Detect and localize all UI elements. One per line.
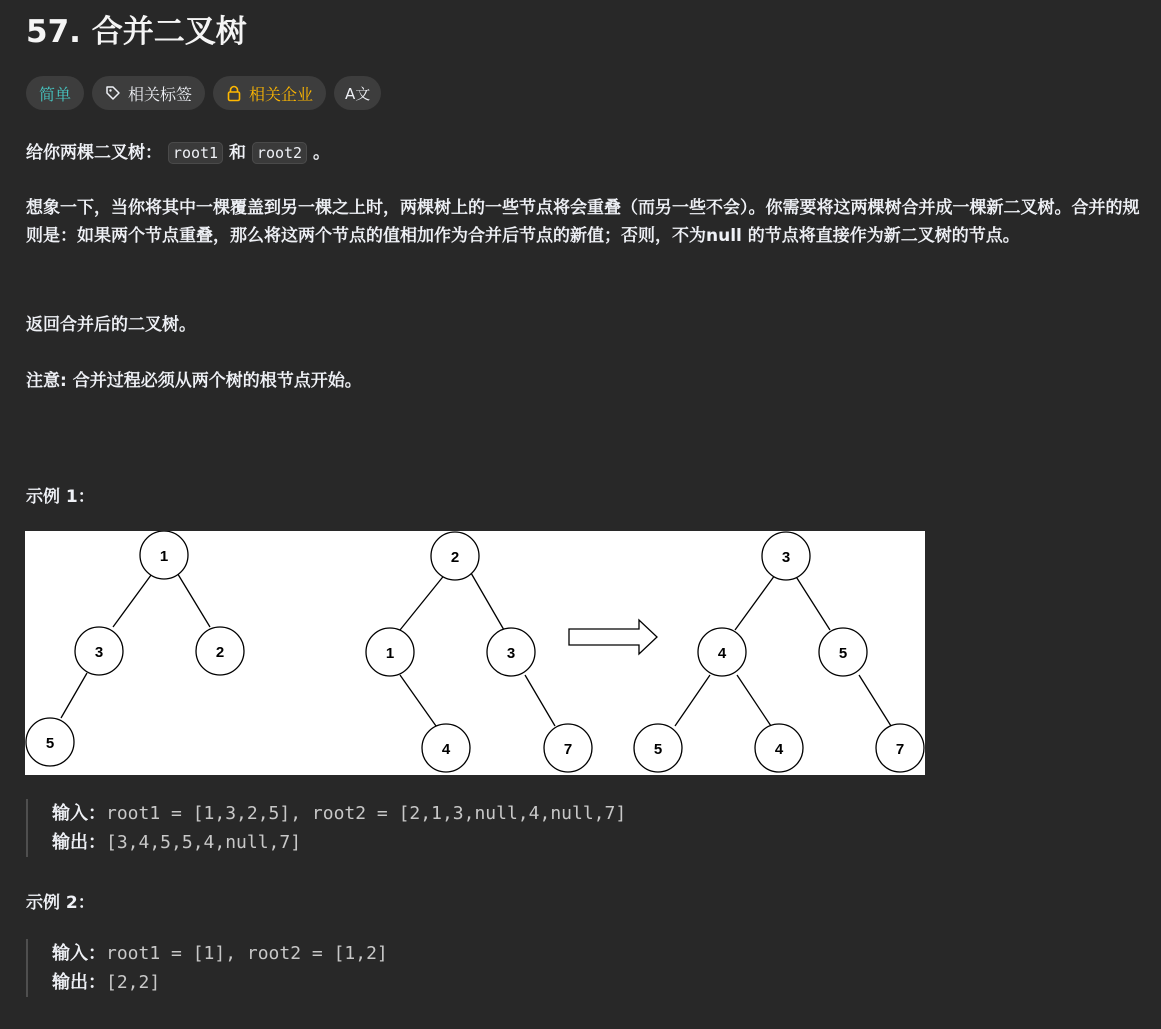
example-2-io	[26, 939, 388, 997]
example-2-title: 示例 2：	[26, 893, 95, 913]
tree-node-label: 7	[563, 741, 573, 758]
tree-node-label: 3	[506, 645, 516, 662]
note-text: 合并过程必须从两个树的根节点开始。	[72, 371, 362, 391]
tree-node-label: 3	[94, 644, 104, 661]
merge-trees-diagram	[25, 531, 925, 775]
root2-code: root2	[252, 142, 307, 164]
description-paragraph-3: 返回合并后的二叉树。	[26, 315, 196, 335]
related-companies-label: 相关企业	[249, 84, 314, 104]
example-1-io	[26, 799, 626, 857]
example-1-input: 输入：root1 = [1,3,2,5], root2 = [2,1,3,null,4,null,7]	[52, 803, 627, 824]
tree-node-label: 1	[159, 548, 169, 565]
example-1-title: 示例 1：	[26, 487, 95, 507]
related-tags-label: 相关标签	[128, 84, 193, 104]
tree-node-label: 1	[385, 645, 395, 662]
difficulty-badge[interactable]	[26, 76, 84, 110]
emphasis-not-null: 不为	[672, 226, 706, 246]
note-label: 注意:	[26, 371, 67, 391]
tree-node-label: 5	[838, 645, 848, 662]
tree-1	[26, 531, 244, 766]
tree-node-label: 2	[450, 549, 460, 566]
merge-arrow-icon	[569, 620, 657, 654]
tree-node-label: 5	[45, 735, 55, 752]
example-2-input: 输入：root1 = [1], root2 = [1,2]	[52, 943, 388, 964]
tree-node-label: 4	[441, 741, 451, 758]
tag-bar	[26, 76, 381, 110]
tree-node-label: 3	[781, 549, 791, 566]
description-paragraph-1: 给你两棵二叉树： root1 和 root2 。	[26, 143, 330, 163]
tree-node-label: 5	[653, 741, 663, 758]
tree-node-label: 2	[215, 644, 225, 661]
difficulty-label: 简单	[39, 84, 72, 104]
tree-2	[366, 532, 592, 772]
merged-tree	[634, 532, 924, 772]
problem-title: 57. 合并二叉树	[26, 14, 247, 50]
related-tags-button[interactable]	[92, 76, 205, 110]
description-paragraph-2: 想象一下，当你将其中一棵覆盖到另一棵之上时，两棵树上的一些节点将会重叠（而另一些不会）。你需要将这两棵树合并成一棵新二叉树。合并的规则是：如果两个节点重叠，那么将这两个节点的值相加作为合并后节点的新值；否则，不为null 的节点将直接作为新二叉树的节点。	[26, 198, 1140, 246]
related-companies-button[interactable]	[213, 76, 326, 110]
tag-icon	[105, 85, 121, 101]
lock-icon	[226, 85, 242, 102]
tree-node-label: 7	[895, 741, 905, 758]
root1-code: root1	[168, 142, 223, 164]
tree-node-label: 4	[717, 645, 727, 662]
tree-node-label: 4	[774, 741, 784, 758]
translate-icon: A文	[345, 84, 371, 103]
example-1-output: 输出：[3,4,5,5,4,null,7]	[52, 832, 302, 853]
translate-button[interactable]	[334, 76, 381, 110]
note-paragraph	[26, 367, 1141, 395]
example-2-output: 输出：[2,2]	[52, 972, 161, 993]
